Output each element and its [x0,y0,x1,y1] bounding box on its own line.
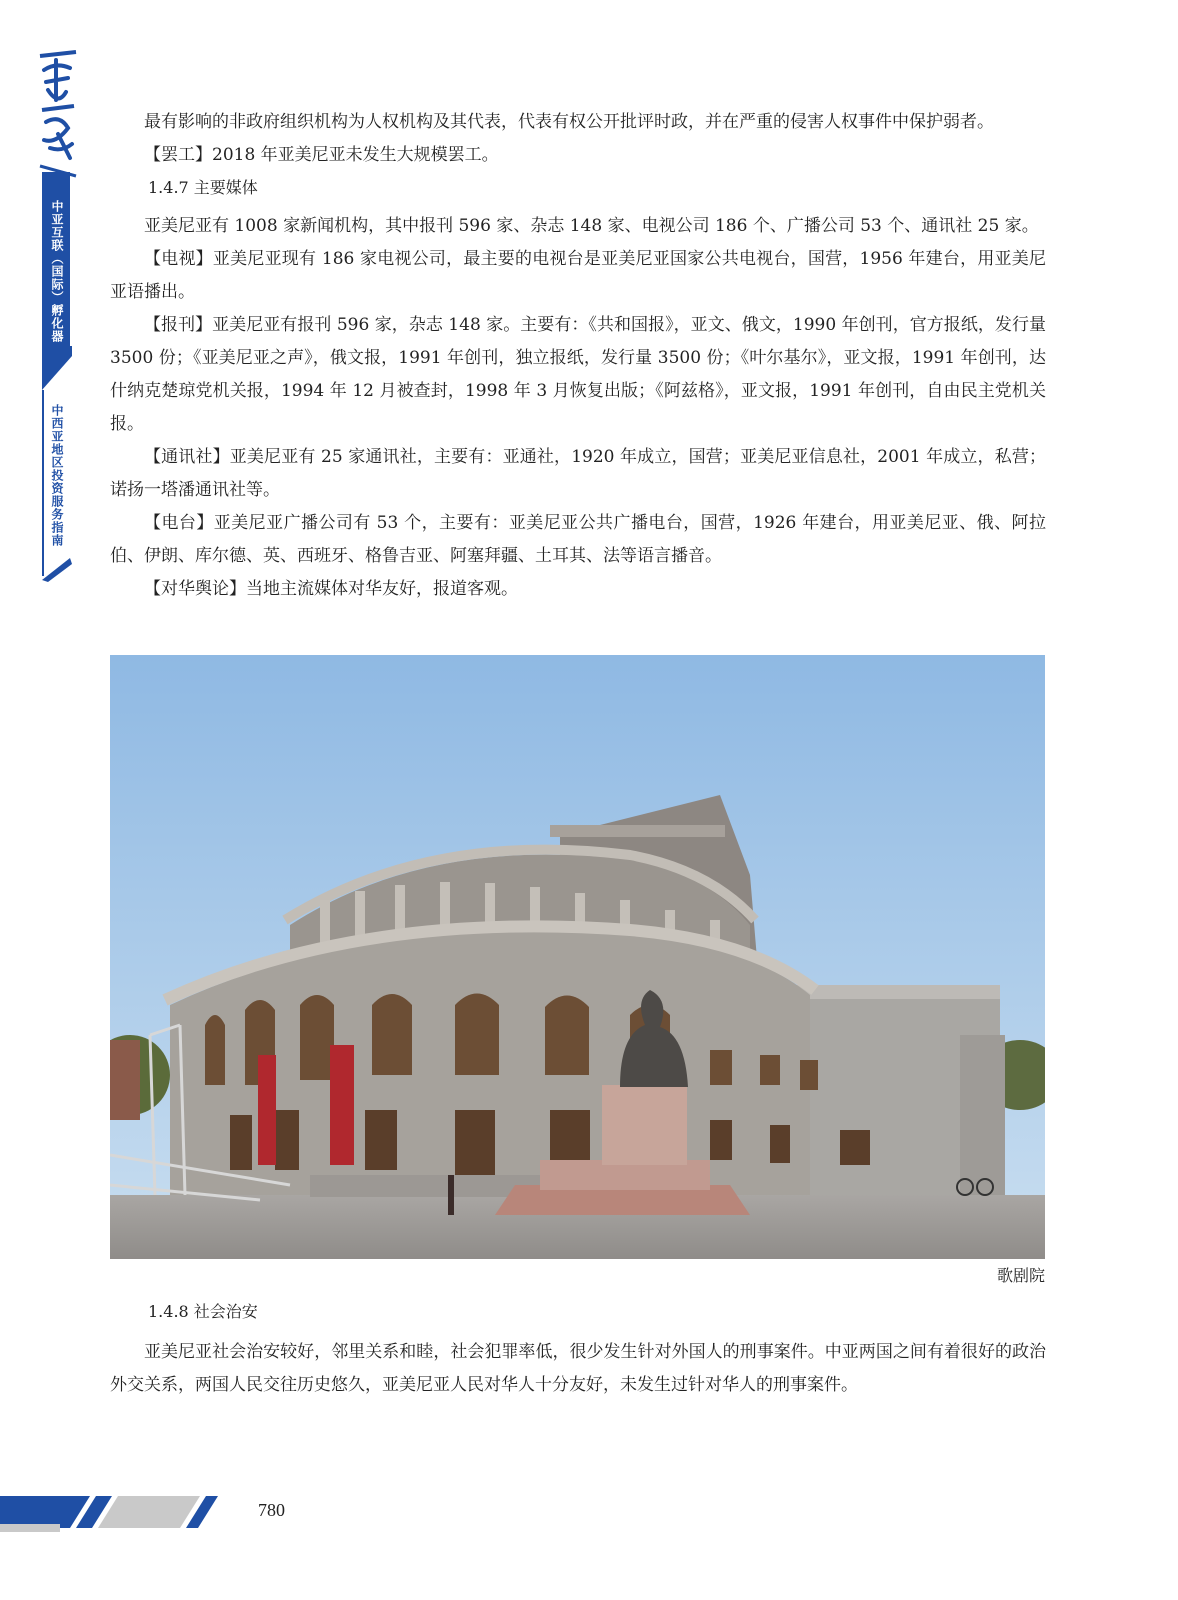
sidebar-divider [40,346,74,394]
paragraph-ngo: 最有影响的非政府组织机构为人权机构及其代表，代表有权公开批评时政，并在严重的侵害人权事件中保护弱者。 [144,112,994,132]
sidebar-end-mark [40,556,74,582]
paragraph-press: 【报刊】亚美尼亚有报刊 596 家，杂志 148 家。主要有：《共和国报》，亚文、俄文，1990 年创刊，官方报纸，发行量 3500 份；《亚美尼亚之声》，俄文报，1991 年创刊，独立报纸，发行量 3500 份；《叶尔基尔》，亚文报，1991 年创刊，达什纳克楚琼党机关报，1994 年 12 月被查封，1998 年 3 月恢复出版；《阿兹格》，亚文报，1991 年创刊，自由民主党机关报。 [110,315,1046,434]
paragraph-tv: 【电视】亚美尼亚现有 186 家电视公司，最主要的电视台是亚美尼亚国家公共电视台，国营，1956 年建台，用亚美尼亚语播出。 [110,249,1046,302]
text-block-top [110,106,1046,606]
paragraph-china-opinion: 【对华舆论】当地主流媒体对华友好，报道客观。 [144,579,518,599]
paragraph-radio: 【电台】亚美尼亚广播公司有 53 个，主要有：亚美尼亚公共广播电台，国营，1926 年建台，用亚美尼亚、俄、阿拉伯、伊朗、库尔德、英、西班牙、格鲁吉亚、阿塞拜疆、土耳其、法等语言播音。 [110,513,1046,566]
section-heading-security: 1.4.8 社会治安 [148,1302,258,1321]
opera-house-photo [110,655,1045,1259]
footer-stripes [0,1492,230,1532]
paragraph-news-agency: 【通讯社】亚美尼亚有 25 家通讯社，主要有：亚通社，1920 年成立，国营；亚美尼亚信息社，2001 年成立，私营；诺扬一塔潘通讯社等。 [110,447,1046,500]
paragraph-strike: 【罢工】2018 年亚美尼亚未发生大规模罢工。 [144,145,499,165]
text-block-bottom [110,1296,1046,1402]
page-number: 780 [258,1500,285,1520]
paragraph-security: 亚美尼亚社会治安较好，邻里关系和睦，社会犯罪率低，很少发生针对外国人的刑事案件。中亚两国之间有着很好的政治外交关系，两国人民交往历史悠久，亚美尼亚人民对华人十分友好，未发生过针对华人的刑事案件。 [110,1342,1046,1395]
section-heading-media: 1.4.7 主要媒体 [148,178,258,197]
sidebar [0,0,80,600]
paragraph-media-overview: 亚美尼亚有 1008 家新闻机构，其中报刊 596 家、杂志 148 家、电视公司 186 个、广播公司 53 个、通讯社 25 家。 [144,216,1039,236]
sidebar-label-top: 中亚互联（国际）孵化器 [50,200,64,343]
sidebar-label-bottom: 中西亚地区投资服务指南 [50,404,64,547]
photo-caption: 歌剧院 [996,1266,1045,1285]
belt-road-logo [36,48,80,178]
sidebar-line [42,390,44,576]
